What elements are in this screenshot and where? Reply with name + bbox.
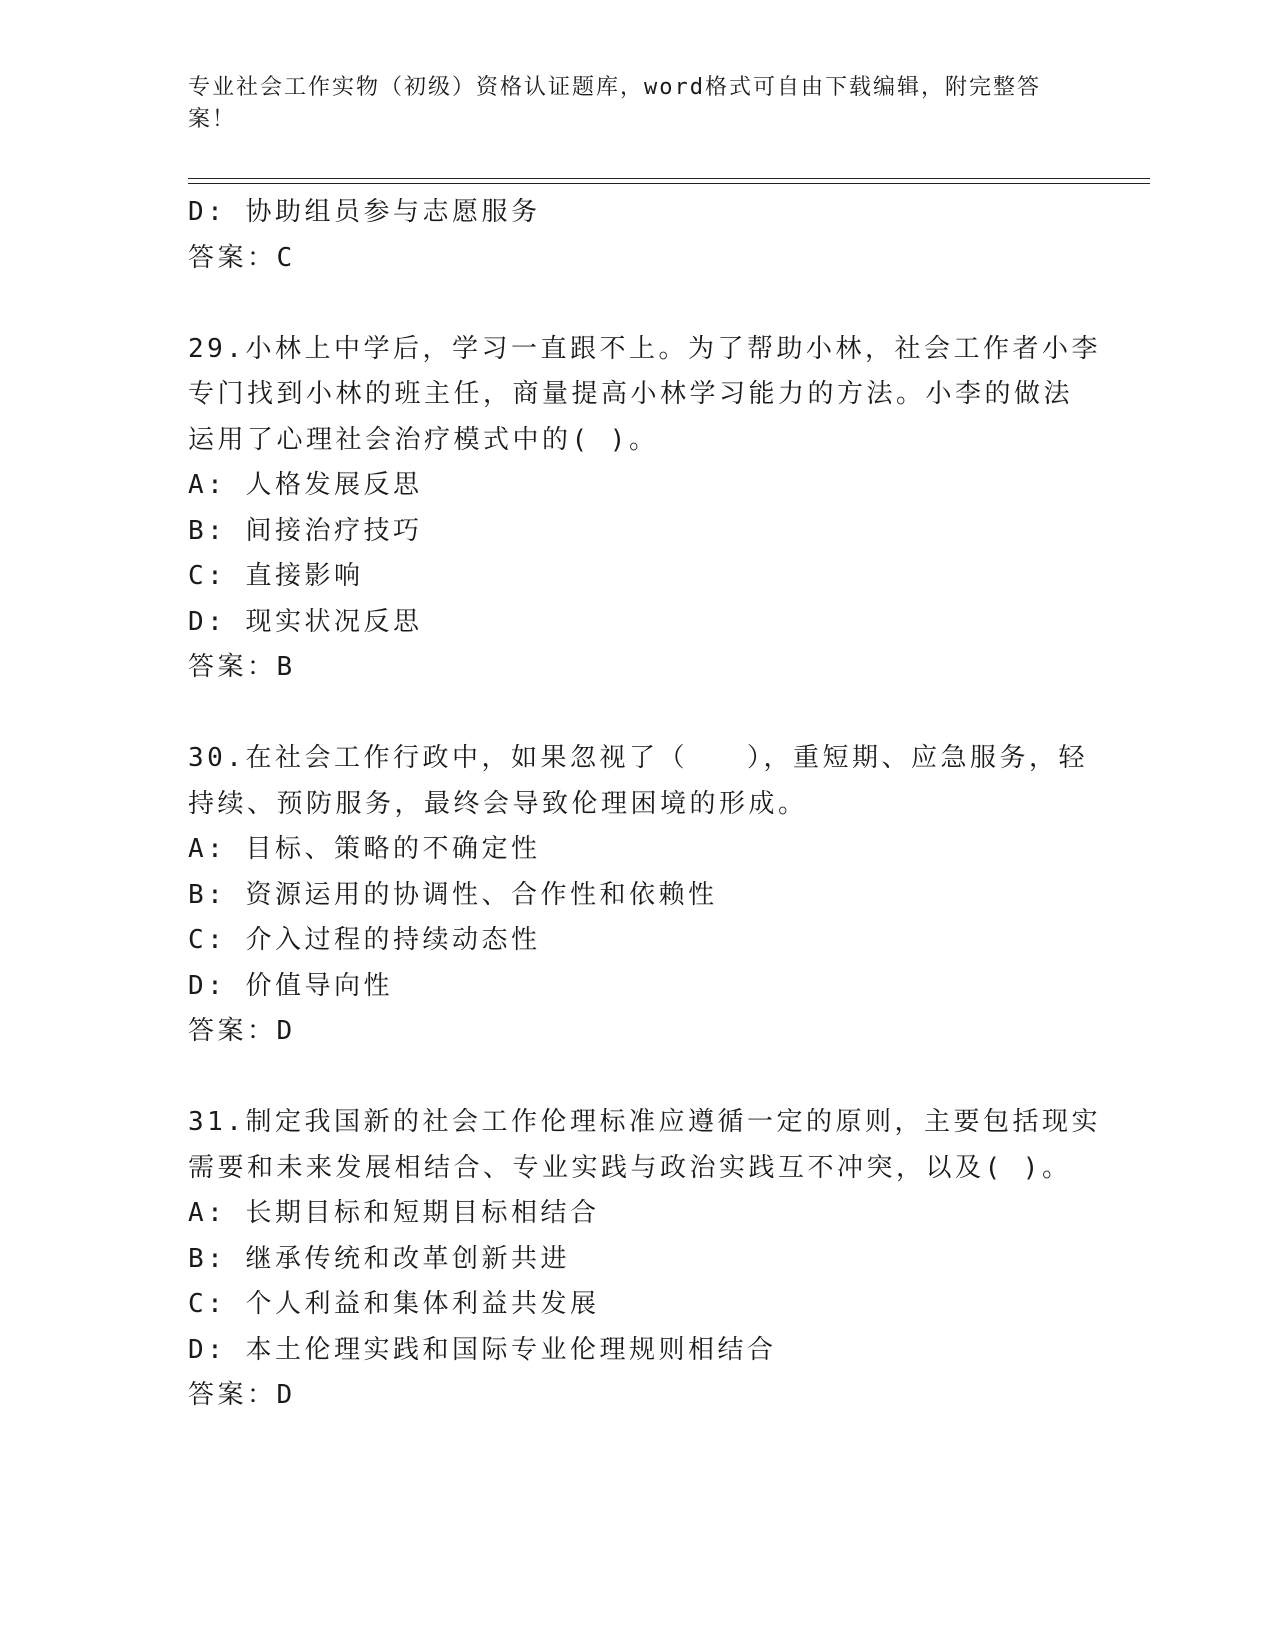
option-label: B: (188, 879, 227, 910)
option-label: D: (188, 970, 227, 1001)
option-label: D: (188, 1334, 227, 1365)
option-c (188, 554, 1088, 600)
option-b (188, 1237, 1088, 1283)
question-text-line: 需要和未来发展相结合、专业实践与政治实践互不冲突，以及( )。 (188, 1152, 1072, 1183)
option-b (188, 873, 1088, 919)
option-text: 资源运用的协调性、合作性和依赖性 (245, 879, 718, 910)
option-label: B: (188, 515, 227, 546)
option-text: 本土伦理实践和国际专业伦理规则相结合 (245, 1334, 777, 1365)
question-text-line: 31.制定我国新的社会工作伦理标准应遵循一定的原则，主要包括现实 (188, 1107, 1101, 1137)
option-text: 直接影响 (245, 561, 364, 591)
header-rule-top (188, 178, 1150, 179)
question-block (188, 327, 1101, 691)
option-label: D: (188, 606, 227, 637)
spacer (188, 281, 1088, 327)
option-text: 个人利益和集体利益共发展 (245, 1289, 600, 1319)
option-text: 继承传统和改革创新共进 (245, 1243, 570, 1274)
option-d (188, 600, 1088, 646)
option-text: 现实状况反思 (245, 606, 423, 637)
option-b (188, 509, 1088, 555)
option-a (188, 1191, 1088, 1237)
option-label: A: (188, 834, 227, 864)
question-text-line: 30.在社会工作行政中，如果忽视了（ ），重短期、应急服务，轻 (188, 743, 1088, 773)
spacer (188, 691, 1088, 737)
question-text-line: 专门找到小林的班主任，商量提高小林学习能力的方法。小李的做法 (188, 379, 1074, 409)
answer-line: 答案：B (188, 652, 296, 682)
option-a (188, 463, 1088, 509)
option-label: A: (188, 470, 227, 500)
option-c (188, 1282, 1088, 1328)
option-label: C: (188, 561, 227, 591)
question-text-line: 运用了心理社会治疗模式中的( )。 (188, 424, 659, 455)
option-label: C: (188, 925, 227, 955)
option-text: 长期目标和短期目标相结合 (245, 1198, 600, 1228)
answer-line: 答案：C (188, 242, 296, 273)
option-label: D: (188, 197, 227, 227)
answer-line: 答案：D (188, 1380, 296, 1410)
question-text-line: 29.小林上中学后，学习一直跟不上。为了帮助小林，社会工作者小李 (188, 333, 1101, 364)
header-rule-bottom (188, 183, 1150, 184)
question-block (188, 1100, 1101, 1419)
spacer (188, 1055, 1088, 1101)
answer-line: 答案：D (188, 1016, 296, 1046)
option-text: 价值导向性 (245, 970, 393, 1001)
option-d (188, 964, 1088, 1010)
option-text: 目标、策略的不确定性 (245, 834, 541, 864)
option-a (188, 827, 1088, 873)
option-label: B: (188, 1243, 227, 1274)
question-block (188, 736, 1088, 1055)
option-text: 协助组员参与志愿服务 (245, 197, 541, 227)
option-text: 人格发展反思 (245, 470, 423, 500)
option-label: C: (188, 1289, 227, 1319)
option-d (188, 190, 1088, 236)
option-label: A: (188, 1198, 227, 1228)
option-c (188, 918, 1088, 964)
option-text: 间接治疗技巧 (245, 515, 423, 546)
question-text-line: 持续、预防服务，最终会导致伦理困境的形成。 (188, 788, 808, 819)
option-text: 介入过程的持续动态性 (245, 925, 541, 955)
document-header: 专业社会工作实物（初级）资格认证题库，word格式可自由下载编辑，附完整答案！ (188, 75, 1041, 132)
option-d (188, 1328, 1088, 1374)
question-list (188, 190, 1101, 1419)
